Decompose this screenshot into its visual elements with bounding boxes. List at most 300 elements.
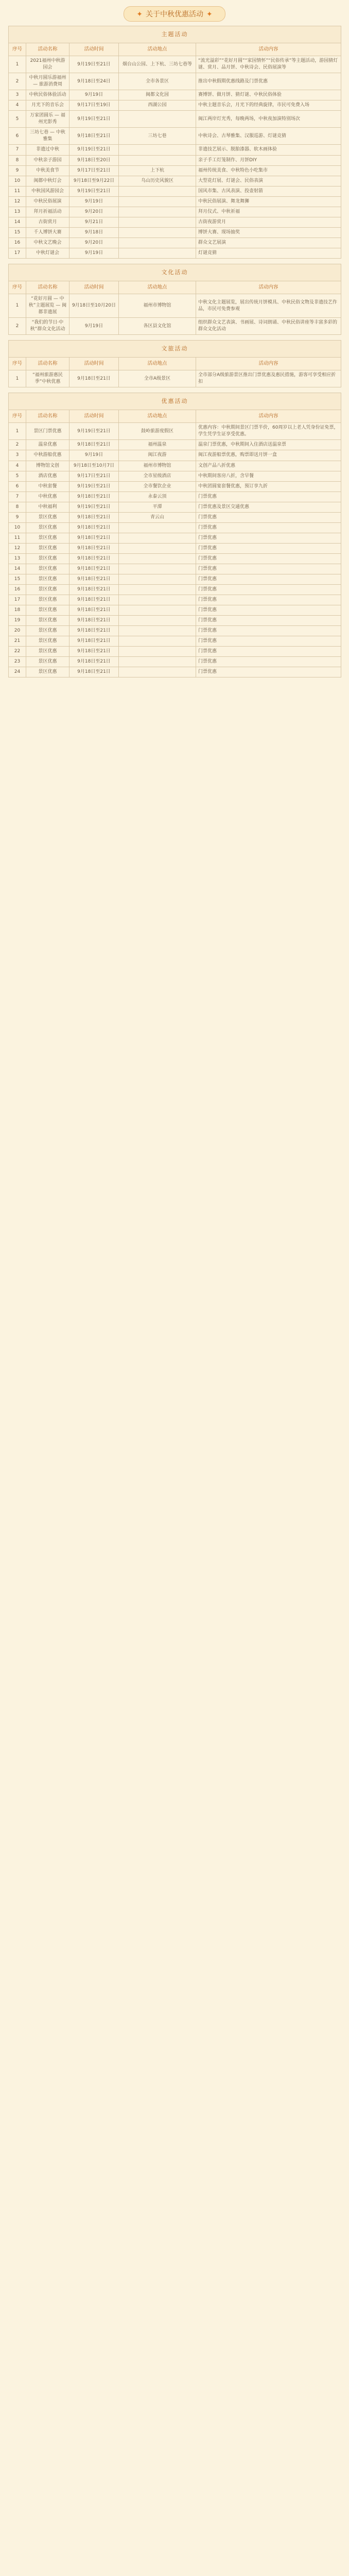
activity-time: 9月18日至21日 <box>69 647 119 657</box>
activity-content: 亲子手工灯笼制作、月饼DIY <box>196 155 341 165</box>
activity-name: 景区优惠 <box>26 522 69 533</box>
activity-content: 门票优惠 <box>196 647 341 657</box>
table-row <box>9 461 341 471</box>
activity-location <box>119 196 196 207</box>
row-index: 8 <box>9 502 26 512</box>
row-index: 17 <box>9 248 26 258</box>
column-header: 活动名称 <box>26 358 69 370</box>
activity-time: 9月19日至21日 <box>69 423 119 440</box>
row-index: 17 <box>9 595 26 605</box>
activity-location: 福州市博物馆 <box>119 294 196 317</box>
activity-location: 烟台山公园、上下杭、三坊七巷等 <box>119 56 196 73</box>
row-index: 11 <box>9 533 26 543</box>
activity-name: “花好月圆 — 中秋”主题展览 — 闽都非遗展 <box>26 294 69 317</box>
table-row <box>9 543 341 553</box>
activity-name: 千人博饼大赛 <box>26 227 69 238</box>
column-header: 活动名称 <box>26 281 69 294</box>
table-row <box>9 248 341 258</box>
decor-icon: ✦ <box>136 10 143 19</box>
row-index: 16 <box>9 585 26 595</box>
row-index: 12 <box>9 543 26 553</box>
table-row <box>9 450 341 461</box>
row-index: 13 <box>9 553 26 564</box>
activity-time: 9月18日至21日 <box>69 128 119 145</box>
row-index: 6 <box>9 481 26 492</box>
activity-content: 门票优惠 <box>196 626 341 636</box>
row-index: 10 <box>9 176 26 186</box>
table-row <box>9 207 341 217</box>
activity-name: 闽都中秋灯会 <box>26 176 69 186</box>
title-pill <box>124 6 225 22</box>
activity-content: 古街夜游赏月 <box>196 217 341 227</box>
column-header: 活动内容 <box>196 43 341 56</box>
table-row <box>9 595 341 605</box>
activity-location <box>119 647 196 657</box>
activity-time: 9月18日至21日 <box>69 616 119 626</box>
activity-time: 9月18日至21日 <box>69 440 119 450</box>
activity-time: 9月18日至24日 <box>69 73 119 90</box>
column-header: 活动内容 <box>196 410 341 423</box>
activity-name: 景区优惠 <box>26 667 69 677</box>
activity-content: 温泉门票优惠，中秋期间入住酒店送温泉票 <box>196 440 341 450</box>
activity-location <box>119 657 196 667</box>
activity-name: 景区优惠 <box>26 564 69 574</box>
column-header: 活动地点 <box>119 358 196 370</box>
table-row <box>9 100 341 111</box>
row-index: 1 <box>9 423 26 440</box>
column-header: 活动时间 <box>69 410 119 423</box>
activity-location: 平潭 <box>119 502 196 512</box>
table-row <box>9 502 341 512</box>
table-row <box>9 647 341 657</box>
activity-name: 古街赏月 <box>26 217 69 227</box>
activity-name: 中秋福利 <box>26 502 69 512</box>
header-row <box>9 281 341 294</box>
table-row <box>9 481 341 492</box>
activity-time: 9月19日至21日 <box>69 111 119 128</box>
row-index: 2 <box>9 318 26 335</box>
activity-location <box>119 227 196 238</box>
activity-time: 9月19日 <box>69 90 119 100</box>
activity-location: 全市星级酒店 <box>119 471 196 481</box>
row-index: 21 <box>9 636 26 647</box>
decor-icon: ✦ <box>206 10 213 19</box>
row-index: 5 <box>9 111 26 128</box>
activity-content: 福州传统美食、中秋特色小吃集市 <box>196 165 341 176</box>
table-row <box>9 574 341 585</box>
activity-name: 中秋月圆乐游福州 — 旅游消费周 <box>26 73 69 90</box>
column-header: 活动时间 <box>69 358 119 370</box>
activity-location: 乌山历史风貌区 <box>119 176 196 186</box>
section-title: 主题活动 <box>9 26 341 43</box>
column-header: 活动内容 <box>196 281 341 294</box>
activity-location <box>119 595 196 605</box>
activity-name: 中秋民俗体验活动 <box>26 90 69 100</box>
activity-location <box>119 155 196 165</box>
header-row <box>9 43 341 56</box>
row-index: 2 <box>9 73 26 90</box>
activity-time: 9月19日 <box>69 248 119 258</box>
activity-name: 中秋美食节 <box>26 165 69 176</box>
column-header: 活动内容 <box>196 358 341 370</box>
activity-name: 2021福州中秋游园会 <box>26 56 69 73</box>
row-index: 15 <box>9 227 26 238</box>
activity-time: 9月17日至21日 <box>69 471 119 481</box>
table-row <box>9 616 341 626</box>
section-table <box>8 264 341 335</box>
activity-time: 9月19日 <box>69 196 119 207</box>
activity-name: 中秋国风游园会 <box>26 186 69 196</box>
activity-content: 优惠内容：中秋期间景区门票半价，60周岁以上老人凭身份证免票，学生凭学生证享受优惠。 <box>196 423 341 440</box>
activity-time: 9月20日 <box>69 207 119 217</box>
activity-content: 门票优惠 <box>196 657 341 667</box>
activity-location <box>119 553 196 564</box>
activity-time: 9月18日至21日 <box>69 585 119 595</box>
activity-time: 9月18日 <box>69 227 119 238</box>
row-index: 14 <box>9 217 26 227</box>
table-row <box>9 145 341 155</box>
table-row <box>9 553 341 564</box>
activity-name: 拜月祈福活动 <box>26 207 69 217</box>
activity-time: 9月20日 <box>69 238 119 248</box>
activity-name: 温泉优惠 <box>26 440 69 450</box>
table-row <box>9 165 341 176</box>
column-header: 活动时间 <box>69 281 119 294</box>
activity-content: 群众文艺展演 <box>196 238 341 248</box>
row-index: 6 <box>9 128 26 145</box>
activity-time: 9月18日至21日 <box>69 512 119 522</box>
section-title: 文化活动 <box>9 264 341 281</box>
activity-content: 门票优惠 <box>196 522 341 533</box>
activity-location: 全市各景区 <box>119 73 196 90</box>
row-index: 8 <box>9 155 26 165</box>
column-header: 序号 <box>9 43 26 56</box>
activity-content: 大型花灯展、灯谜会、民俗表演 <box>196 176 341 186</box>
activity-name: 非遗过中秋 <box>26 145 69 155</box>
column-header: 活动地点 <box>119 281 196 294</box>
activity-name: “我们的节日·中秋”群众文化活动 <box>26 318 69 335</box>
row-index: 5 <box>9 471 26 481</box>
activity-time: 9月21日 <box>69 217 119 227</box>
activity-time: 9月19日至21日 <box>69 186 119 196</box>
row-index: 20 <box>9 626 26 636</box>
activity-content: 闽江夜游船票优惠，购票即送月饼一盒 <box>196 450 341 461</box>
column-header: 活动名称 <box>26 43 69 56</box>
activity-name: 博物馆文创 <box>26 461 69 471</box>
row-index: 18 <box>9 605 26 616</box>
row-index: 3 <box>9 90 26 100</box>
activity-content: 推出中秋假期优惠线路及门票优惠 <box>196 73 341 90</box>
table-row <box>9 370 341 387</box>
activity-name: 景区优惠 <box>26 553 69 564</box>
activity-time: 9月18日至21日 <box>69 626 119 636</box>
row-index: 14 <box>9 564 26 574</box>
activity-location <box>119 217 196 227</box>
table-row <box>9 111 341 128</box>
activity-location <box>119 186 196 196</box>
activity-location: 福州温泉 <box>119 440 196 450</box>
header-row <box>9 358 341 370</box>
activity-location: 青云山 <box>119 512 196 522</box>
column-header: 活动地点 <box>119 410 196 423</box>
activity-content: 中秋文化主题展览，展出传统月饼模具、中秋民俗文物及非遗技艺作品，市民可免费参观 <box>196 294 341 317</box>
table-row <box>9 626 341 636</box>
row-index: 23 <box>9 657 26 667</box>
activity-name: 景区优惠 <box>26 585 69 595</box>
section-title-row <box>9 341 341 358</box>
activity-time: 9月18日至21日 <box>69 533 119 543</box>
table-row <box>9 636 341 647</box>
table-row <box>9 155 341 165</box>
activity-location: 永泰云顶 <box>119 492 196 502</box>
activity-name: 景区优惠 <box>26 636 69 647</box>
row-index: 2 <box>9 440 26 450</box>
section-title-row <box>9 264 341 281</box>
row-index: 3 <box>9 450 26 461</box>
activity-content: 中秋民俗展演、舞龙舞狮 <box>196 196 341 207</box>
activity-content: 国风市集、古风表演、投壶射箭 <box>196 186 341 196</box>
table-row <box>9 176 341 186</box>
section-table <box>8 340 341 387</box>
activity-location <box>119 145 196 155</box>
table-row <box>9 533 341 543</box>
activity-name: 景区优惠 <box>26 533 69 543</box>
activity-content: 门票优惠 <box>196 543 341 553</box>
row-index: 12 <box>9 196 26 207</box>
row-index: 1 <box>9 370 26 387</box>
table-row <box>9 196 341 207</box>
activity-content: 门票优惠 <box>196 605 341 616</box>
title-bar <box>0 6 349 22</box>
activity-time: 9月19日至21日 <box>69 145 119 155</box>
table-row <box>9 585 341 595</box>
page-title: 关于中秋优惠活动 <box>146 10 203 19</box>
activity-content: 拜月仪式、中秋祈福 <box>196 207 341 217</box>
activity-time: 9月18日至21日 <box>69 370 119 387</box>
table-row <box>9 128 341 145</box>
activity-name: “福州旅游惠民季”中秋优惠 <box>26 370 69 387</box>
row-index: 7 <box>9 492 26 502</box>
activity-content: 门票优惠 <box>196 553 341 564</box>
table-row <box>9 227 341 238</box>
activity-time: 9月18日至21日 <box>69 636 119 647</box>
activity-name: 中秋灯谜会 <box>26 248 69 258</box>
table-row <box>9 512 341 522</box>
activity-content: 门票优惠 <box>196 636 341 647</box>
activity-location: 闽江夜游 <box>119 450 196 461</box>
activity-content: 门票优惠及景区交通优惠 <box>196 502 341 512</box>
column-header: 序号 <box>9 410 26 423</box>
activity-location <box>119 667 196 677</box>
activity-name: 中秋优惠 <box>26 492 69 502</box>
activity-time: 9月18日至20日 <box>69 155 119 165</box>
activity-content: 全市部分A级旅游景区推出门票优惠及惠民措施，游客可享受相应折扣 <box>196 370 341 387</box>
row-index: 1 <box>9 294 26 317</box>
activity-content: 灯谜竞猜 <box>196 248 341 258</box>
activity-content: 博饼大赛、现场抽奖 <box>196 227 341 238</box>
activity-time: 9月19日至21日 <box>69 502 119 512</box>
activity-time: 9月19日 <box>69 318 119 335</box>
table-row <box>9 238 341 248</box>
activity-location: 各区县文化馆 <box>119 318 196 335</box>
activity-location: 上下杭 <box>119 165 196 176</box>
activity-name: 中秋游船优惠 <box>26 450 69 461</box>
activity-content: 门票优惠 <box>196 564 341 574</box>
activity-name: 景区优惠 <box>26 595 69 605</box>
column-header: 活动名称 <box>26 410 69 423</box>
table-row <box>9 471 341 481</box>
activity-content: 门票优惠 <box>196 667 341 677</box>
row-index: 13 <box>9 207 26 217</box>
activity-name: 中秋套餐 <box>26 481 69 492</box>
table-row <box>9 186 341 196</box>
activity-time: 9月18日至21日 <box>69 543 119 553</box>
activity-name: 景区优惠 <box>26 605 69 616</box>
row-index: 9 <box>9 512 26 522</box>
activity-time: 9月19日至21日 <box>69 56 119 73</box>
activity-location <box>119 238 196 248</box>
activity-time: 9月18日至9月22日 <box>69 176 119 186</box>
activity-name: 中秋民俗展演 <box>26 196 69 207</box>
activity-name: 万家团圆乐 — 福州光影秀 <box>26 111 69 128</box>
activity-name: 月光下的音乐会 <box>26 100 69 111</box>
activity-name: 景区优惠 <box>26 647 69 657</box>
activity-time: 9月18日至21日 <box>69 667 119 677</box>
activity-time: 9月18日至21日 <box>69 522 119 533</box>
table-row <box>9 56 341 73</box>
table-row <box>9 90 341 100</box>
activity-time: 9月18日至21日 <box>69 574 119 585</box>
row-index: 9 <box>9 165 26 176</box>
activity-location <box>119 626 196 636</box>
column-header: 活动地点 <box>119 43 196 56</box>
table-row <box>9 657 341 667</box>
column-header: 序号 <box>9 358 26 370</box>
activity-content: 中秋诗会、古琴雅集、汉服巡游、灯谜竞猜 <box>196 128 341 145</box>
activity-name: 景区门票优惠 <box>26 423 69 440</box>
row-index: 10 <box>9 522 26 533</box>
activity-content: 门票优惠 <box>196 533 341 543</box>
section-title: 优惠活动 <box>9 393 341 410</box>
table-row <box>9 564 341 574</box>
row-index: 16 <box>9 238 26 248</box>
activity-location <box>119 636 196 647</box>
activity-location <box>119 605 196 616</box>
activity-content: 中秋团圆宴套餐优惠，预订享九折 <box>196 481 341 492</box>
activity-content: 组织群众文艺表演、书画展、诗词朗诵、中秋民俗讲座等丰富多彩的群众文化活动 <box>196 318 341 335</box>
activity-time: 9月17日至19日 <box>69 100 119 111</box>
activity-name: 三坊七巷 — 中秋雅集 <box>26 128 69 145</box>
activity-time: 9月18日至21日 <box>69 595 119 605</box>
column-header: 序号 <box>9 281 26 294</box>
activity-name: 景区优惠 <box>26 657 69 667</box>
activity-location <box>119 585 196 595</box>
row-index: 7 <box>9 145 26 155</box>
activity-location <box>119 522 196 533</box>
activity-content: 中秋主题音乐会，月光下的经典旋律，市民可免费入场 <box>196 100 341 111</box>
activity-time: 9月17日至21日 <box>69 165 119 176</box>
activity-location: 三坊七巷 <box>119 128 196 145</box>
activity-time: 9月19日至21日 <box>69 481 119 492</box>
row-index: 4 <box>9 461 26 471</box>
activity-name: 中秋文艺晚会 <box>26 238 69 248</box>
table-row <box>9 667 341 677</box>
activity-time: 9月18日至21日 <box>69 553 119 564</box>
table-row <box>9 73 341 90</box>
activity-name: 景区优惠 <box>26 543 69 553</box>
activity-content: 赛博饼、做月饼、猜灯谜、中秋民俗体验 <box>196 90 341 100</box>
table-row <box>9 217 341 227</box>
activity-name: 景区优惠 <box>26 616 69 626</box>
activity-time: 9月18日至21日 <box>69 564 119 574</box>
activity-content: 门票优惠 <box>196 574 341 585</box>
activity-location <box>119 543 196 553</box>
activity-content: 闽江两岸灯光秀，每晚两场，中秋夜加演特别场次 <box>196 111 341 128</box>
section-title: 文旅活动 <box>9 341 341 358</box>
row-index: 19 <box>9 616 26 626</box>
activity-content: 非遗技艺展示、脱胎漆器、软木画体验 <box>196 145 341 155</box>
activity-time: 9月19日 <box>69 450 119 461</box>
activity-content: 门票优惠 <box>196 492 341 502</box>
table-row <box>9 440 341 450</box>
section-table <box>8 26 341 259</box>
activity-location: 全市餐饮企业 <box>119 481 196 492</box>
activity-location <box>119 533 196 543</box>
table-row <box>9 492 341 502</box>
activity-location: 鼓岭旅游度假区 <box>119 423 196 440</box>
activity-location <box>119 564 196 574</box>
activity-location <box>119 574 196 585</box>
activity-time: 9月18日至21日 <box>69 657 119 667</box>
activity-location: 全市A级景区 <box>119 370 196 387</box>
row-index: 15 <box>9 574 26 585</box>
table-row <box>9 522 341 533</box>
activity-time: 9月18日至10月20日 <box>69 294 119 317</box>
table-row <box>9 605 341 616</box>
activity-location <box>119 207 196 217</box>
activity-table-container <box>0 26 349 683</box>
activity-content: 门票优惠 <box>196 512 341 522</box>
table-row <box>9 423 341 440</box>
section-table <box>8 393 341 677</box>
activity-name: 酒店优惠 <box>26 471 69 481</box>
row-index: 4 <box>9 100 26 111</box>
activity-location: 福州市博物馆 <box>119 461 196 471</box>
activity-name: 景区优惠 <box>26 574 69 585</box>
activity-location <box>119 248 196 258</box>
activity-location <box>119 111 196 128</box>
header-row <box>9 410 341 423</box>
row-index: 22 <box>9 647 26 657</box>
table-row <box>9 318 341 335</box>
activity-time: 9月18日至21日 <box>69 605 119 616</box>
activity-content: 中秋期间客房八折，含早餐 <box>196 471 341 481</box>
activity-time: 9月18日至21日 <box>69 492 119 502</box>
activity-content: 文创产品八折优惠 <box>196 461 341 471</box>
activity-location <box>119 616 196 626</box>
activity-name: 中秋亲子游园 <box>26 155 69 165</box>
activity-location: 西湖公园 <box>119 100 196 111</box>
section-title-row <box>9 393 341 410</box>
activity-content: 门票优惠 <box>196 585 341 595</box>
activity-content: “流光溢彩”“花好月圆”“家国情怀”“民俗传承”等主题活动，游园猜灯谜、赏月、品月饼、中秋诗会、民俗展演等 <box>196 56 341 73</box>
activity-time: 9月18日至10月7日 <box>69 461 119 471</box>
table-row <box>9 294 341 317</box>
row-index: 11 <box>9 186 26 196</box>
activity-content: 门票优惠 <box>196 595 341 605</box>
activity-name: 景区优惠 <box>26 626 69 636</box>
activity-name: 景区优惠 <box>26 512 69 522</box>
